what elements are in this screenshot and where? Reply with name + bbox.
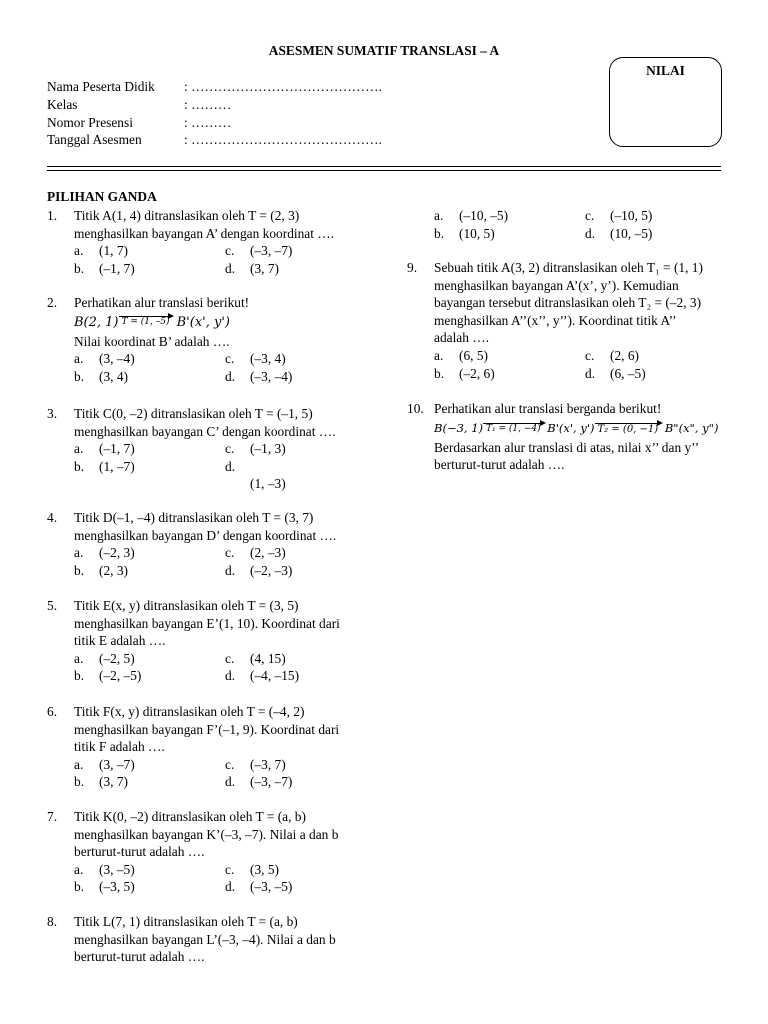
option-d[interactable]: d. (–3, –4) xyxy=(225,368,293,384)
question-text: Titik K(0, –2) ditranslasikan oleh T = (a, b) xyxy=(74,809,306,824)
field-label: Kelas xyxy=(47,97,78,112)
question-text: Titik L(7, 1) ditranslasikan oleh T = (a, b) xyxy=(74,914,298,929)
option-a[interactable]: a. (3, –4) xyxy=(74,351,135,367)
option-c[interactable]: c. (2, 6) xyxy=(585,347,640,363)
field-value: : ……… xyxy=(184,115,232,130)
option-a[interactable]: a. (3, –5) xyxy=(74,861,135,877)
option-a[interactable]: a. (6, 5) xyxy=(434,347,489,363)
question-number: 4. xyxy=(47,510,58,525)
option-a[interactable]: a. (1, 7) xyxy=(74,243,129,259)
question-text: berturut-turut adalah …. xyxy=(74,949,205,965)
field-nama xyxy=(47,78,382,96)
option-c[interactable]: c. (–10, 5) xyxy=(585,208,653,223)
option-c[interactable]: c. (2, –3) xyxy=(225,545,286,561)
option-a[interactable]: a. (–2, 5) xyxy=(74,650,135,666)
question-text: Titik E(x, y) ditranslasikan oleh T = (3, 5) xyxy=(74,598,299,613)
question-text: Berdasarkan alur translasi di atas, nilai x’’ dan y’’ xyxy=(434,439,700,455)
field-value: : ……… xyxy=(184,97,232,112)
question-text: Titik A(1, 4) ditranslasikan oleh T = (2, 3) xyxy=(74,208,300,223)
option-b[interactable]: b. (3, 4) xyxy=(74,368,129,384)
question-number: 2. xyxy=(47,295,58,310)
question-number: 6. xyxy=(47,704,58,719)
question-text: menghasilkan bayangan A’(x’, y’). Kemudian xyxy=(434,277,679,293)
option-b[interactable]: b. (1, –7) xyxy=(74,458,135,474)
question-text: titik F adalah …. xyxy=(74,739,165,755)
option-b[interactable]: b. (–3, 5) xyxy=(74,879,135,895)
question-text: titik E adalah …. xyxy=(74,633,166,649)
option-b[interactable]: b. (2, 3) xyxy=(74,562,129,578)
question-text: Perhatikan alur translasi berganda berikut! xyxy=(434,401,662,416)
question-number: 10. xyxy=(407,401,424,416)
question-text: menghasilkan bayangan D’ dengan koordinat …. xyxy=(74,527,337,543)
question-text: Titik C(0, –2) ditranslasikan oleh T = (–1, 5) xyxy=(74,406,313,421)
field-value: : ……………………………………. xyxy=(184,132,382,147)
option-a[interactable]: a. (–10, –5) xyxy=(434,208,509,223)
question-text: Titik F(x, y) ditranslasikan oleh T = (–4, 2) xyxy=(74,704,305,719)
field-label: Nomor Presensi xyxy=(47,115,133,130)
question-text: menghasilkan bayangan L’(–3, –4). Nilai a dan b xyxy=(74,931,336,947)
question-number: 3. xyxy=(47,406,58,421)
option-b[interactable]: b. (–1, 7) xyxy=(74,260,135,276)
question-text: adalah …. xyxy=(434,330,490,346)
field-presensi xyxy=(47,114,231,132)
question-text: berturut-turut adalah …. xyxy=(74,844,205,860)
field-value: : ……………………………………. xyxy=(184,79,382,94)
translation-arrow-1: T₁ = (1, −4) xyxy=(483,423,544,435)
option-c[interactable]: c. (–3, 4) xyxy=(225,351,286,367)
option-c[interactable]: c. (–1, 3) xyxy=(225,441,286,457)
option-d[interactable]: d. (–3, –7) xyxy=(225,774,293,790)
option-d[interactable]: d. (–2, –3) xyxy=(225,562,293,578)
score-label: NILAI xyxy=(646,63,685,78)
option-a[interactable]: a. (3, –7) xyxy=(74,756,135,772)
option-a[interactable]: a. (–1, 7) xyxy=(74,441,135,457)
assessment-title: ASESMEN SUMATIF TRANSLASI – A xyxy=(268,43,500,58)
question-text: Nilai koordinat B’ adalah …. xyxy=(74,333,230,349)
option-c[interactable]: c. (4, 15) xyxy=(225,650,286,666)
question-number: 8. xyxy=(47,914,58,929)
translation-arrow: T = (1, –5) xyxy=(119,316,173,328)
question-text: Titik D(–1, –4) ditranslasikan oleh T = (3, 7) xyxy=(74,510,314,525)
question-text: menghasilkan bayangan A’ dengan koordinat …. xyxy=(74,225,335,241)
question-text: Sebuah titik A(3, 2) ditranslasikan oleh T₁ = (1, 1) xyxy=(434,260,703,275)
question-text: menghasilkan bayangan C’ dengan koordinat …. xyxy=(74,423,336,439)
option-d[interactable]: d. (3, 7) xyxy=(225,260,280,276)
question-text: menghasilkan bayangan K’(–3, –7). Nilai a dan b xyxy=(74,826,339,842)
formula-start: B(2, 1) xyxy=(74,314,119,330)
formula-mid: B'(x', y') xyxy=(547,420,595,435)
option-c[interactable]: c. (3, 5) xyxy=(225,861,280,877)
section-title: PILIHAN GANDA xyxy=(47,189,157,204)
option-b[interactable]: b. (–2, 6) xyxy=(434,365,495,381)
translation-formula xyxy=(74,312,363,333)
option-d[interactable]: d. (–4, –15) xyxy=(225,668,300,684)
field-kelas xyxy=(47,96,231,114)
option-d[interactable]: d. (6, –5) xyxy=(585,365,646,381)
option-d-label[interactable]: d. xyxy=(225,458,236,474)
question-8-options xyxy=(434,207,724,242)
header-divider xyxy=(47,170,721,171)
option-d[interactable]: d. (10, –5) xyxy=(585,225,653,241)
field-label: Nama Peserta Didik xyxy=(47,79,155,94)
question-text: berturut-turut adalah …. xyxy=(434,457,565,473)
question-text: bayangan tersebut ditranslasikan oleh T₂ = (–2, 3) xyxy=(434,295,702,311)
field-tanggal xyxy=(47,131,382,149)
question-text: Perhatikan alur translasi berikut! xyxy=(74,295,250,310)
translation-formula xyxy=(434,418,734,439)
translation-arrow-2: T₂ = (0, −1) xyxy=(595,423,662,435)
question-number: 1. xyxy=(47,208,58,223)
formula-end: B"(x", y") xyxy=(664,420,719,435)
question-number: 5. xyxy=(47,598,58,613)
formula-start: B(−3, 1) xyxy=(434,420,484,435)
option-c[interactable]: c. (–3, 7) xyxy=(225,756,286,772)
option-d[interactable]: d. (–3, –5) xyxy=(225,879,293,895)
option-b[interactable]: b. (3, 7) xyxy=(74,774,129,790)
question-text: menghasilkan bayangan F’(–1, 9). Koordinat dari xyxy=(74,721,340,737)
header-divider xyxy=(47,166,721,167)
option-d[interactable]: (1, –3) xyxy=(250,476,286,492)
score-box xyxy=(609,57,722,147)
formula-end: B'(x', y') xyxy=(176,314,230,330)
option-a[interactable]: a. (–2, 3) xyxy=(74,545,135,561)
field-label: Tanggal Asesmen xyxy=(47,132,142,147)
option-c[interactable]: c. (–3, –7) xyxy=(225,243,293,259)
question-number: 9. xyxy=(407,260,418,275)
option-b[interactable]: b. (10, 5) xyxy=(434,225,495,241)
question-number: 7. xyxy=(47,809,58,824)
question-text: menghasilkan bayangan E’(1, 10). Koordinat dari xyxy=(74,615,340,631)
question-text: menghasilkan A’’(x’’, y’’). Koordinat titik A’’ xyxy=(434,312,677,328)
option-b[interactable]: b. (–2, –5) xyxy=(74,668,142,684)
